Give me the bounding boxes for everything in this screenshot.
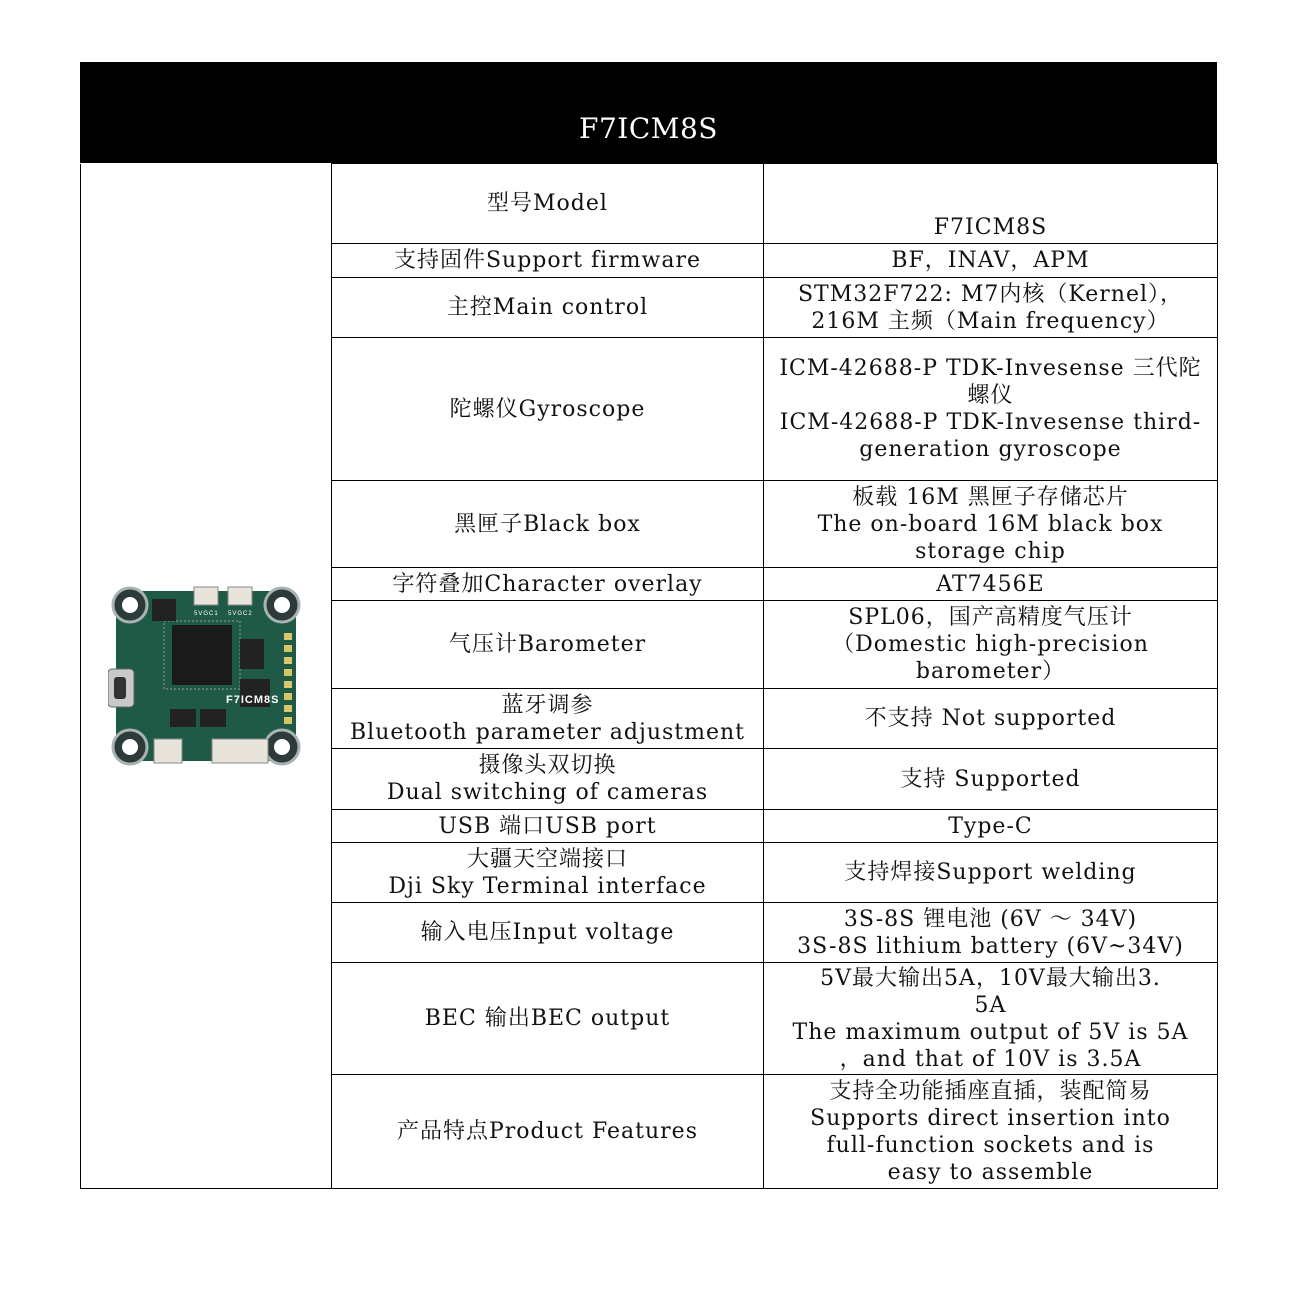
spec-value-cell bbox=[764, 843, 1218, 903]
spec-value-text: Supports direct insertion into bbox=[810, 1105, 1171, 1131]
spec-label-text: 产品特点Product Features bbox=[396, 1119, 698, 1144]
spec-value-text: 支持 Supported bbox=[900, 766, 1081, 792]
spec-label-text: 支持固件Support firmware bbox=[393, 248, 702, 273]
spec-label-cell bbox=[332, 164, 764, 244]
product-image-cell bbox=[81, 164, 332, 1189]
spec-value-text: 5A bbox=[974, 992, 1007, 1018]
spec-value-cell bbox=[764, 810, 1218, 843]
spec-label-text: USB 端口USB port bbox=[438, 813, 657, 839]
spec-value-cell bbox=[764, 338, 1218, 481]
spec-value-text: 3S-8S lithium battery (6V~34V) bbox=[797, 933, 1184, 959]
spec-label-cell bbox=[332, 601, 764, 689]
spec-label-cell bbox=[332, 843, 764, 903]
spec-label-text: BEC 输出BEC output bbox=[424, 1006, 671, 1031]
spec-label-cell bbox=[332, 244, 764, 278]
spec-label-text: Dual switching of cameras bbox=[386, 780, 709, 805]
spec-value-text: 板载 16M 黑匣子存储芯片 bbox=[852, 484, 1129, 510]
spec-value-cell bbox=[764, 244, 1218, 278]
page-title: F7ICM8S bbox=[579, 112, 718, 145]
title-bar bbox=[80, 62, 1217, 163]
spec-value-text: full-function sockets and is bbox=[826, 1132, 1155, 1158]
spec-value-text: 支持焊接Support welding bbox=[844, 860, 1137, 885]
spec-value-text: Type-C bbox=[948, 813, 1033, 839]
spec-value-text: 5V最大输出5A，10V最大输出3. bbox=[820, 965, 1161, 991]
spec-value-cell bbox=[764, 903, 1218, 963]
spec-value-text: 支持全功能插座直插，装配简易 bbox=[829, 1078, 1152, 1104]
board-silk-label: 5VGC2 bbox=[228, 610, 253, 617]
spec-value-text: The on-board 16M black box bbox=[817, 511, 1164, 537]
spec-value-text: BF，INAV，APM bbox=[891, 248, 1090, 273]
spec-label-text: 主控Main control bbox=[446, 295, 649, 320]
spec-label-cell bbox=[332, 278, 764, 338]
spec-label-cell bbox=[332, 338, 764, 481]
spec-label-text: 气压计Barometer bbox=[448, 632, 647, 657]
spec-row bbox=[81, 164, 1218, 244]
spec-label-text: 大疆天空端接口 bbox=[466, 846, 628, 872]
spec-value-text: easy to assemble bbox=[887, 1159, 1094, 1185]
spec-label-text: 输入电压Input voltage bbox=[420, 920, 675, 945]
spec-label-cell bbox=[332, 689, 764, 749]
spec-label-text: 型号Model bbox=[487, 191, 608, 216]
spec-value-text: storage chip bbox=[915, 538, 1066, 564]
spec-label-text: 字符叠加Character overlay bbox=[392, 571, 703, 597]
spec-value-text: 螺仪 bbox=[967, 383, 1014, 408]
spec-value-text: The maximum output of 5V is 5A bbox=[792, 1019, 1189, 1045]
board-silk-label: 5VGC1 bbox=[194, 610, 219, 617]
spec-value-cell bbox=[764, 164, 1218, 244]
spec-label-cell bbox=[332, 903, 764, 963]
spec-value-cell bbox=[764, 689, 1218, 749]
spec-value-text: 不支持 Not supported bbox=[864, 706, 1117, 731]
spec-value-text: ICM-42688-P TDK-Invesense 三代陀 bbox=[779, 356, 1202, 381]
spec-value-text: barometer） bbox=[915, 659, 1066, 684]
spec-value-text: SPL06，国产高精度气压计 bbox=[848, 605, 1133, 630]
spec-label-cell bbox=[332, 1075, 764, 1189]
spec-value-text: ICM-42688-P TDK-Invesense third- bbox=[779, 410, 1202, 435]
spec-label-text: 黑匣子Black box bbox=[454, 511, 641, 537]
spec-value-text: STM32F722: M7内核（Kernel）， bbox=[797, 281, 1184, 307]
spec-value-cell bbox=[764, 1075, 1218, 1189]
spec-value-cell bbox=[764, 749, 1218, 810]
spec-value-cell bbox=[764, 601, 1218, 689]
spec-value-cell bbox=[764, 278, 1218, 338]
spec-label-cell bbox=[332, 749, 764, 810]
spec-table bbox=[80, 163, 1218, 1189]
spec-label-text: Dji Sky Terminal interface bbox=[388, 873, 707, 899]
spec-value-text: AT7456E bbox=[936, 571, 1045, 597]
spec-label-cell bbox=[332, 568, 764, 601]
spec-value-text: generation gyroscope bbox=[859, 437, 1122, 462]
spec-value-text: ，and that of 10V is 3.5A bbox=[839, 1046, 1142, 1072]
flight-controller-board-image bbox=[108, 583, 304, 769]
spec-value-text: F7ICM8S bbox=[933, 215, 1048, 240]
spec-value-text: 216M 主频（Main frequency） bbox=[811, 308, 1170, 334]
spec-value-text: 3S-8S 锂电池 (6V ～ 34V) bbox=[843, 906, 1138, 932]
spec-label-cell bbox=[332, 810, 764, 843]
spec-value-cell bbox=[764, 963, 1218, 1075]
spec-value-text: （Domestic high-precision bbox=[832, 632, 1149, 657]
spec-label-text: 摄像头双切换 bbox=[478, 753, 617, 778]
spec-label-text: 陀螺仪Gyroscope bbox=[449, 396, 646, 422]
spec-label-cell bbox=[332, 481, 764, 568]
spec-label-text: 蓝牙调参 bbox=[501, 692, 594, 718]
spec-sheet bbox=[80, 62, 1217, 1189]
board-silk-label: F7ICM8S bbox=[226, 693, 280, 706]
spec-label-cell bbox=[332, 963, 764, 1075]
spec-label-text: Bluetooth parameter adjustment bbox=[349, 719, 746, 745]
spec-value-cell bbox=[764, 568, 1218, 601]
spec-value-cell bbox=[764, 481, 1218, 568]
